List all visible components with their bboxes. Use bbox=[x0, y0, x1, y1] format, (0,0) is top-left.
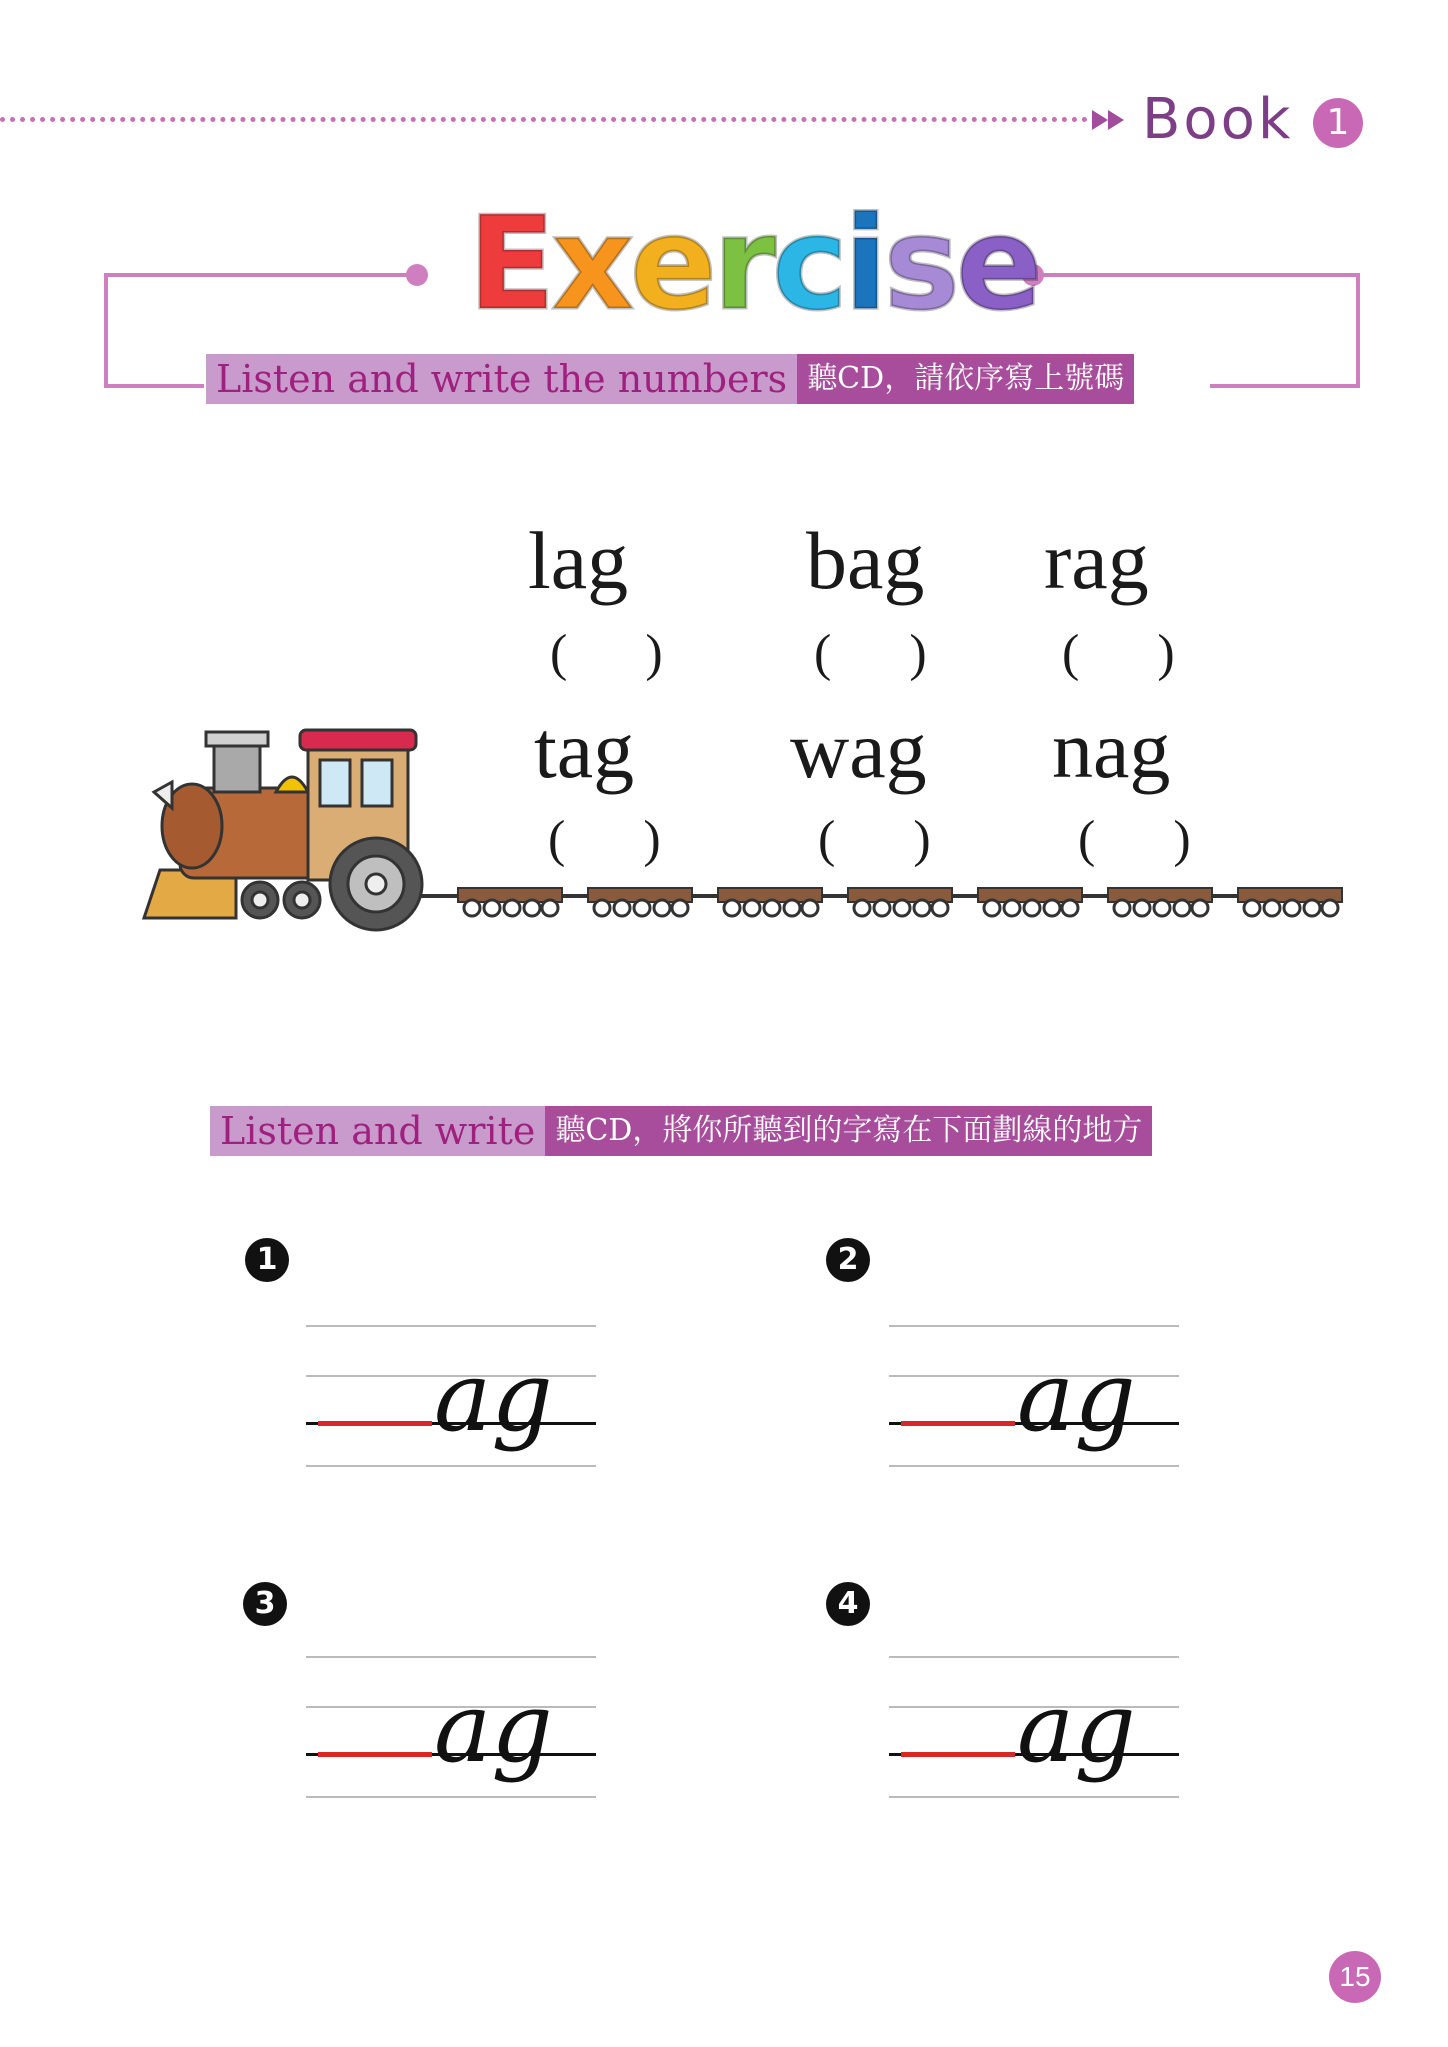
guide-line-top bbox=[306, 1656, 596, 1658]
answer-blank-line[interactable] bbox=[901, 1752, 1015, 1757]
word-rag: rag bbox=[1044, 515, 1149, 606]
guide-line-bottom bbox=[306, 1796, 596, 1798]
exercise-title-letter: s bbox=[883, 190, 956, 339]
answer-blank[interactable]: ( ) bbox=[818, 811, 931, 868]
header-dotted-line bbox=[0, 117, 1088, 122]
writing-lines[interactable] bbox=[306, 1656, 596, 1806]
answer-blank[interactable]: ( ) bbox=[548, 811, 661, 868]
word-lag: lag bbox=[528, 515, 629, 606]
item-number-badge: 4 bbox=[826, 1582, 870, 1626]
exercise-title-letter: x bbox=[551, 190, 630, 339]
instruction-en: Listen and write the numbers bbox=[206, 354, 797, 404]
exercise-title-letter: r bbox=[712, 190, 772, 339]
instruction-banner-numbers bbox=[206, 354, 1134, 404]
writing-lines[interactable] bbox=[889, 1656, 1179, 1806]
answer-blank[interactable]: ( ) bbox=[550, 625, 663, 682]
instruction-zh: 聽CD，請依序寫上號碼 bbox=[797, 354, 1134, 404]
locomotive bbox=[144, 730, 422, 930]
item-number-badge: 1 bbox=[245, 1238, 289, 1282]
word-suffix: ag bbox=[1017, 1672, 1136, 1784]
guide-line-top bbox=[889, 1656, 1179, 1658]
item-number-badge: 3 bbox=[243, 1582, 287, 1626]
answer-blank-line[interactable] bbox=[318, 1752, 432, 1757]
exercise-title-letter: c bbox=[771, 190, 844, 339]
book-number-badge: 1 bbox=[1313, 98, 1363, 148]
answer-blank-line[interactable] bbox=[318, 1421, 432, 1426]
title-frame-left bbox=[104, 273, 204, 388]
guide-line-top bbox=[889, 1325, 1179, 1327]
answer-blank[interactable]: ( ) bbox=[1062, 625, 1175, 682]
word-suffix: ag bbox=[434, 1672, 553, 1784]
guide-line-bottom bbox=[306, 1465, 596, 1467]
guide-line-bottom bbox=[889, 1796, 1179, 1798]
title-frame-right bbox=[1210, 273, 1360, 388]
word-nag: nag bbox=[1052, 704, 1171, 795]
exercise-title bbox=[468, 190, 1039, 340]
item-number-badge: 2 bbox=[826, 1238, 870, 1282]
exercise-title-letter: e bbox=[955, 190, 1039, 339]
word-bag: bag bbox=[806, 515, 925, 606]
word-tag: tag bbox=[534, 704, 635, 795]
answer-blank[interactable]: ( ) bbox=[814, 625, 927, 682]
guide-line-top bbox=[306, 1325, 596, 1327]
word-suffix: ag bbox=[434, 1341, 553, 1453]
title-frame-left-line bbox=[104, 273, 414, 277]
title-frame-right-line bbox=[1034, 273, 1360, 277]
page-number-badge: 15 bbox=[1329, 1951, 1381, 2003]
exercise-title-letter: e bbox=[630, 190, 713, 339]
word-suffix: ag bbox=[1017, 1341, 1136, 1453]
answer-blank[interactable]: ( ) bbox=[1078, 811, 1191, 868]
train-illustration bbox=[140, 700, 1350, 940]
exercise-title-letter: i bbox=[843, 190, 884, 339]
book-label: Book bbox=[1142, 87, 1294, 152]
word-wag: wag bbox=[790, 704, 927, 795]
writing-lines[interactable] bbox=[306, 1325, 596, 1475]
exercise-title-letter: E bbox=[468, 190, 552, 339]
answer-blank-line[interactable] bbox=[901, 1421, 1015, 1426]
instruction-banner-write bbox=[210, 1106, 1152, 1156]
instruction-en: Listen and write bbox=[210, 1106, 545, 1156]
writing-lines[interactable] bbox=[889, 1325, 1179, 1475]
guide-line-bottom bbox=[889, 1465, 1179, 1467]
instruction-zh: 聽CD，將你所聽到的字寫在下面劃線的地方 bbox=[545, 1106, 1152, 1156]
double-arrow-icon bbox=[1092, 108, 1132, 132]
title-frame-left-dot bbox=[406, 264, 428, 286]
